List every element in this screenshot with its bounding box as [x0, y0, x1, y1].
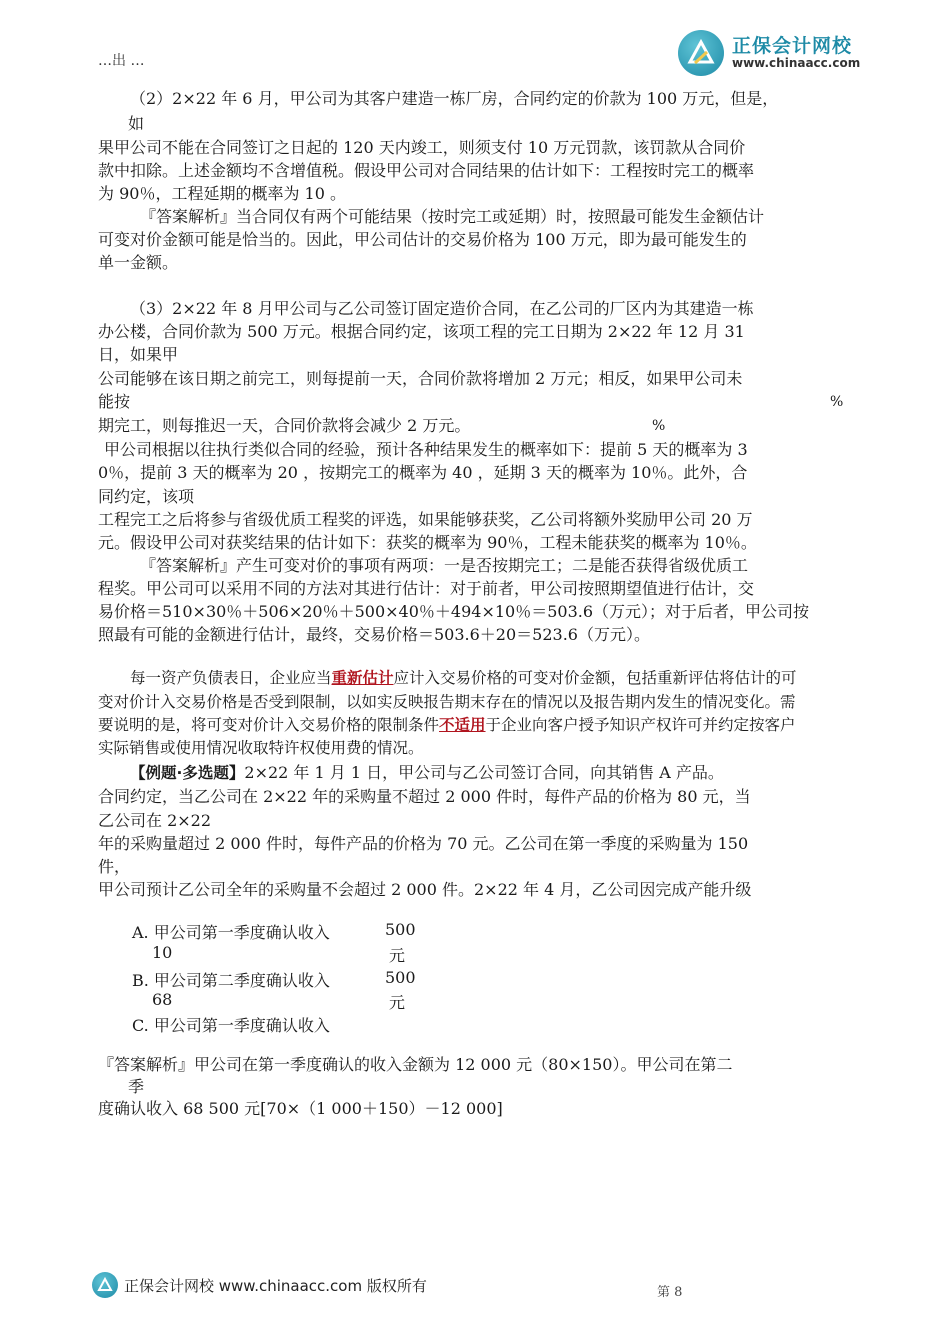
- section3-line4: 公司能够在该日期之前完工，则每提前一天，合同价款将增加 2 万元；相反，如果甲公司未: [98, 369, 743, 388]
- section2-line3: 果甲公司不能在合同签订之日起的 120 天内竣工，则须支付 10 万元罚款，该罚款从合同价: [98, 138, 746, 157]
- body-text: 每一资产负债表日，企业应当: [130, 669, 332, 687]
- option-a-value: 500: [385, 920, 416, 939]
- section2-line1: （2）2×22 年 6 月，甲公司为其客户建造一栋厂房，合同约定的价款为 100 万元，但是，: [130, 89, 779, 108]
- option-b-label: B. 甲公司第二季度确认收入: [132, 971, 330, 990]
- example-line6: 甲公司预计乙公司全年的采购量不会超过 2 000 件。2×22 年 4 月，乙公司因完成产能升级: [98, 880, 752, 899]
- option-a-label: A. 甲公司第一季度确认收入: [132, 923, 330, 942]
- body-text: 应计入交易价格的可变对价金额，包括重新评估将估计的可: [393, 669, 797, 687]
- section3-line2: 办公楼，合同价款为 500 万元。根据合同约定，该项工程的完工日期为 2×22 年 12 月 31: [98, 322, 745, 341]
- footer-copyright: 正保会计网校 www.chinaacc.com 版权所有: [124, 1277, 427, 1295]
- example-line4: 年的采购量超过 2 000 件时，每件产品的价格为 70 元。乙公司在第一季度的采购量为 150: [98, 834, 749, 853]
- percent-mark: %: [652, 418, 666, 434]
- section3-line9: 同约定，该项: [98, 487, 195, 506]
- brand-logo: [678, 28, 868, 78]
- body-line3: [98, 714, 796, 737]
- option-b-unit: 元: [389, 993, 406, 1012]
- example-answer-line2: 季: [128, 1077, 145, 1096]
- section3-line1: （3）2×22 年 8 月甲公司与乙公司签订固定造价合同，在乙公司的厂区内为其建造一栋: [130, 299, 754, 318]
- section3-line5: 能按: [98, 392, 131, 411]
- section2-line2: 如: [128, 114, 145, 133]
- keyword-link-reestimate[interactable]: 重新估计: [331, 669, 394, 687]
- option-a-cont: 10: [152, 943, 173, 962]
- section3-line8: 0％，提前 3 天的概率为 20 ，按期完工的概率为 40 ，延期 3 天的概率为 10％。此外，合: [98, 463, 748, 482]
- section3-line10: 工程完工之后将参与省级优质工程奖的评选，如果能够获奖，乙公司将额外奖励甲公司 20 万: [98, 510, 753, 529]
- logo-name: 正保会计网校: [732, 35, 853, 57]
- option-c-label: C. 甲公司第一季度确认收入: [132, 1016, 330, 1035]
- section2-line4: 款中扣除。上述金额均不含增值税。假设甲公司对合同结果的估计如下：工程按时完工的概率: [98, 161, 755, 180]
- section2-answer-line2: 可变对价金额可能是恰当的。因此，甲公司估计的交易价格为 100 万元，即为最可能发生的: [98, 230, 747, 249]
- body-text: 要说明的是，将可变对价计入交易价格的限制条件: [98, 716, 440, 734]
- section3-line6: 期完工，则每推迟一天，合同价款将会减少 2 万元。: [98, 416, 471, 435]
- section2-answer-line1: 『答案解析』当合同仅有两个可能结果（按时完工或延期）时，按照最可能发生金额估计: [140, 207, 765, 226]
- option-b-cont: 68: [152, 990, 173, 1009]
- section3-answer-line3: 易价格＝510×30％＋506×20％＋500×40％＋494×10％＝503.6（万元）；对于后者，甲公司按: [98, 602, 810, 621]
- body-line4: 实际销售或使用情况收取特许权使用费的情况。: [98, 739, 424, 757]
- example-answer-line1: 『答案解析』甲公司在第一季度确认的收入金额为 12 000 元（80×150）。甲公司在第二: [98, 1055, 733, 1074]
- header-cut-text: …出 …: [98, 53, 145, 69]
- example-tag: 【例题·多选题】: [130, 764, 245, 782]
- section3-answer-line2: 程奖。甲公司可以采用不同的方法对其进行估计：对于前者，甲公司按照期望值进行估计，交: [98, 579, 755, 598]
- body-line1: [130, 667, 797, 690]
- footer-logo-icon: [92, 1272, 118, 1298]
- section2-answer-line3: 单一金额。: [98, 253, 179, 272]
- percent-mark: %: [830, 394, 844, 410]
- body-line2: 变对价计入交易价格是否受到限制，以如实反映报告期末存在的情况以及报告期内发生的情况变化。需: [98, 693, 796, 711]
- body-text: 于企业向客户授予知识产权许可并约定按客户: [485, 716, 796, 734]
- option-a-unit: 元: [389, 946, 406, 965]
- page-number: 第 8: [657, 1285, 683, 1300]
- logo-emblem-icon: [678, 30, 724, 76]
- section3-line11: 元。假设甲公司对获奖结果的估计如下：获奖的概率为 90％，工程未能获奖的概率为 10％。: [98, 533, 757, 552]
- section2-line5: 为 90％，工程延期的概率为 10 。: [98, 184, 346, 203]
- section3-answer-line1: 『答案解析』产生可变对价的事项有两项：一是否按期完工；二是能否获得省级优质工: [140, 556, 749, 575]
- section3-answer-line4: 照最有可能的金额进行估计，最终，交易价格＝503.6＋20＝523.6（万元）。: [98, 625, 650, 644]
- section3-line3: 日，如果甲: [98, 345, 179, 364]
- example-line1: [130, 760, 724, 785]
- example-line5: 件，: [98, 857, 131, 876]
- example-line2: 合同约定，当乙公司在 2×22 年的采购量不超过 2 000 件时，每件产品的价格为 80 元，当: [98, 787, 751, 806]
- page-footer: [92, 1272, 592, 1302]
- section3-line7: 甲公司根据以往执行类似合同的经验，预计各种结果发生的概率如下：提前 5 天的概率为 3: [104, 440, 748, 459]
- example-text: 2×22 年 1 月 1 日，甲公司与乙公司签订合同，向其销售 A 产品。: [244, 763, 724, 782]
- logo-url: www.chinaacc.com: [732, 56, 861, 70]
- keyword-link-not-applicable[interactable]: 不适用: [439, 716, 486, 734]
- example-answer-line3: 度确认收入 68 500 元[70×（1 000＋150）－12 000]: [98, 1099, 503, 1118]
- example-line3: 乙公司在 2×22: [98, 811, 212, 830]
- option-b-value: 500: [385, 968, 416, 987]
